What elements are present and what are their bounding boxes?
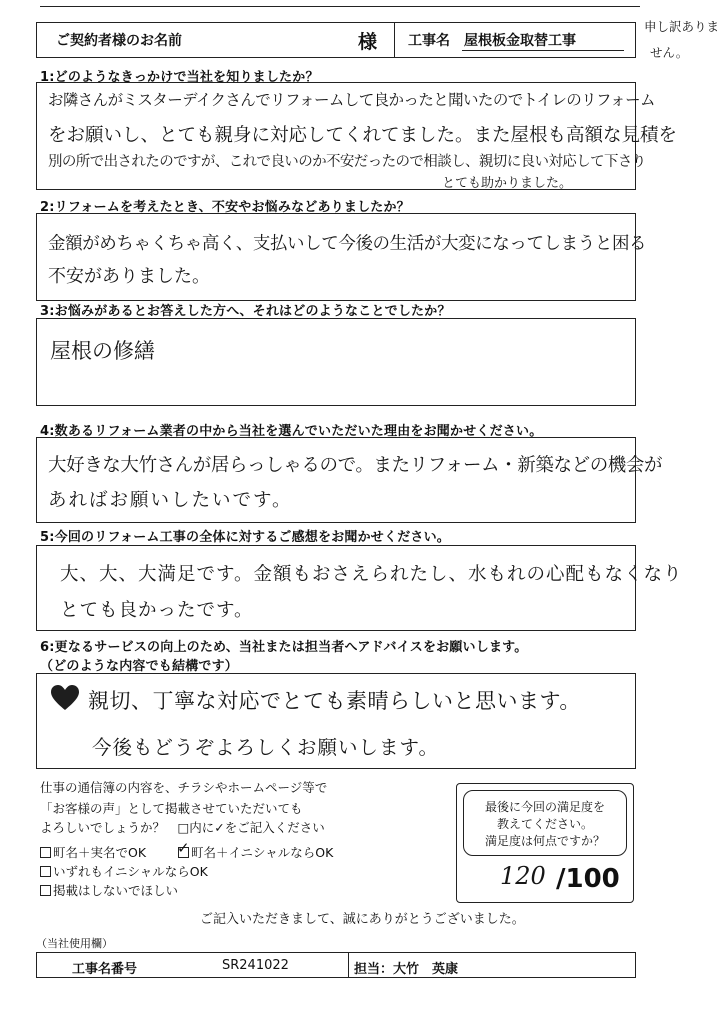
- option-3-checkbox[interactable]: [40, 866, 51, 877]
- heart-icon: [50, 684, 80, 712]
- margin-note: [644, 14, 719, 66]
- option-4-label: 掲載はしないでほしい: [53, 883, 179, 898]
- answer-1-line-2: をお願いし、とても親身に対応してくれてました。また屋根も高額な見積を: [48, 125, 678, 146]
- answer-1-line-4: とても助かりました。: [442, 176, 573, 191]
- option-1-checkbox[interactable]: [40, 847, 51, 858]
- satisfaction-max: /100: [556, 864, 620, 894]
- staff-label: 担当：大竹 英康: [354, 962, 459, 977]
- answer-3-line-1: 屋根の修繕: [50, 339, 155, 363]
- answer-4-line-2: あればお願いしたいです。: [48, 490, 293, 511]
- permission-text-1: 仕事の通信簿の内容を、チラシやホームページ等で: [40, 780, 328, 795]
- project-underline: [462, 50, 624, 51]
- question-6-sublabel: （どのような内容でも結構です）: [40, 659, 239, 674]
- customer-name-field[interactable]: [210, 25, 350, 53]
- option-3-label: いずれもイニシャルならOK: [53, 864, 208, 879]
- option-2[interactable]: [178, 843, 333, 861]
- question-6-label: 6:更なるサービスの向上のため、当社または担当者へアドバイスをお願いします。: [40, 640, 528, 655]
- permission-text-3: よろしいでしょうか？ □内に✓をご記入ください: [40, 820, 325, 835]
- answer-4-line-1: 大好きな大竹さんが居らっしゃるので。またリフォーム・新築などの機会が: [48, 455, 663, 476]
- answer-1-line-3: 別の所で出されたのですが、これで良いのか不安だったので相談し、親切に良い対応して下さり: [48, 154, 646, 170]
- office-use-label: （当社使用欄）: [36, 937, 113, 950]
- answer-2-line-2: 不安がありました。: [48, 266, 210, 287]
- answer-6-line-1: 親切、丁寧な対応でとても素晴らしいと思います。: [88, 689, 581, 713]
- answer-6-line-2: 今後もどうぞよろしくお願いします。: [92, 736, 439, 759]
- permission-text-2: 「お客様の声」として掲載させていただいても: [40, 801, 303, 816]
- header-divider: [394, 22, 395, 58]
- question-1-label: 1:どのようなきっかけで当社を知りましたか？: [40, 70, 319, 85]
- option-1-label: 町名＋実名でOK: [53, 845, 147, 860]
- answer-5-line-1: 大、大、大満足です。金額もおさえられたし、水もれの心配もなくなり: [60, 564, 683, 585]
- project-label: 工事名: [408, 33, 450, 49]
- question-2-label: 2:リフォームを考えたとき、不安やお悩みなどありましたか？: [40, 200, 410, 215]
- option-1[interactable]: [40, 843, 146, 861]
- project-name: 屋根板金取替工事: [464, 33, 576, 49]
- answer-5-line-2: とても良かったです。: [60, 600, 254, 621]
- answer-2-line-1: 金額がめちゃくちゃ高く、支払いして今後の生活が大変になってしまうと困る: [48, 234, 647, 254]
- satisfaction-text-2: 教えてください。: [496, 817, 593, 831]
- project-number-label: 工事名番号: [72, 962, 138, 977]
- option-3[interactable]: [40, 862, 208, 880]
- question-4-label: 4:数あるリフォーム業者の中から当社を選んでいただいた理由をお聞かせください。: [40, 424, 543, 439]
- customer-name-label: ご契約者様のお名前: [56, 33, 182, 49]
- thanks-message: ご記入いただきまして、誠にありがとうございました。: [200, 912, 525, 927]
- option-2-checkbox[interactable]: [178, 847, 189, 858]
- margin-note-line1: 申し訳ありま: [644, 19, 720, 34]
- top-edge-line: [40, 6, 640, 7]
- margin-note-line2: せん。: [650, 45, 689, 60]
- question-5-label: 5:今回のリフォーム工事の全体に対するご感想をお聞かせください。: [40, 530, 450, 545]
- option-2-label: 町名＋イニシャルならOK: [191, 845, 334, 860]
- project-number-value: SR241022: [222, 958, 289, 973]
- question-3-label: 3:お悩みがあるとお答えした方へ、それはどのようなことでしたか？: [40, 304, 451, 319]
- answer-1-line-1: お隣さんがミスターデイクさんでリフォームして良かったと聞いたのでトイレのリフォーム: [48, 91, 655, 109]
- sama-label: 様: [358, 31, 378, 53]
- footer-divider: [348, 952, 349, 978]
- satisfaction-text-3: 満足度は何点ですか？: [484, 834, 605, 848]
- option-4[interactable]: [40, 881, 178, 899]
- option-4-checkbox[interactable]: [40, 885, 51, 896]
- satisfaction-score[interactable]: 120: [500, 862, 546, 890]
- satisfaction-text-1: 最後に今回の満足度を: [484, 800, 605, 814]
